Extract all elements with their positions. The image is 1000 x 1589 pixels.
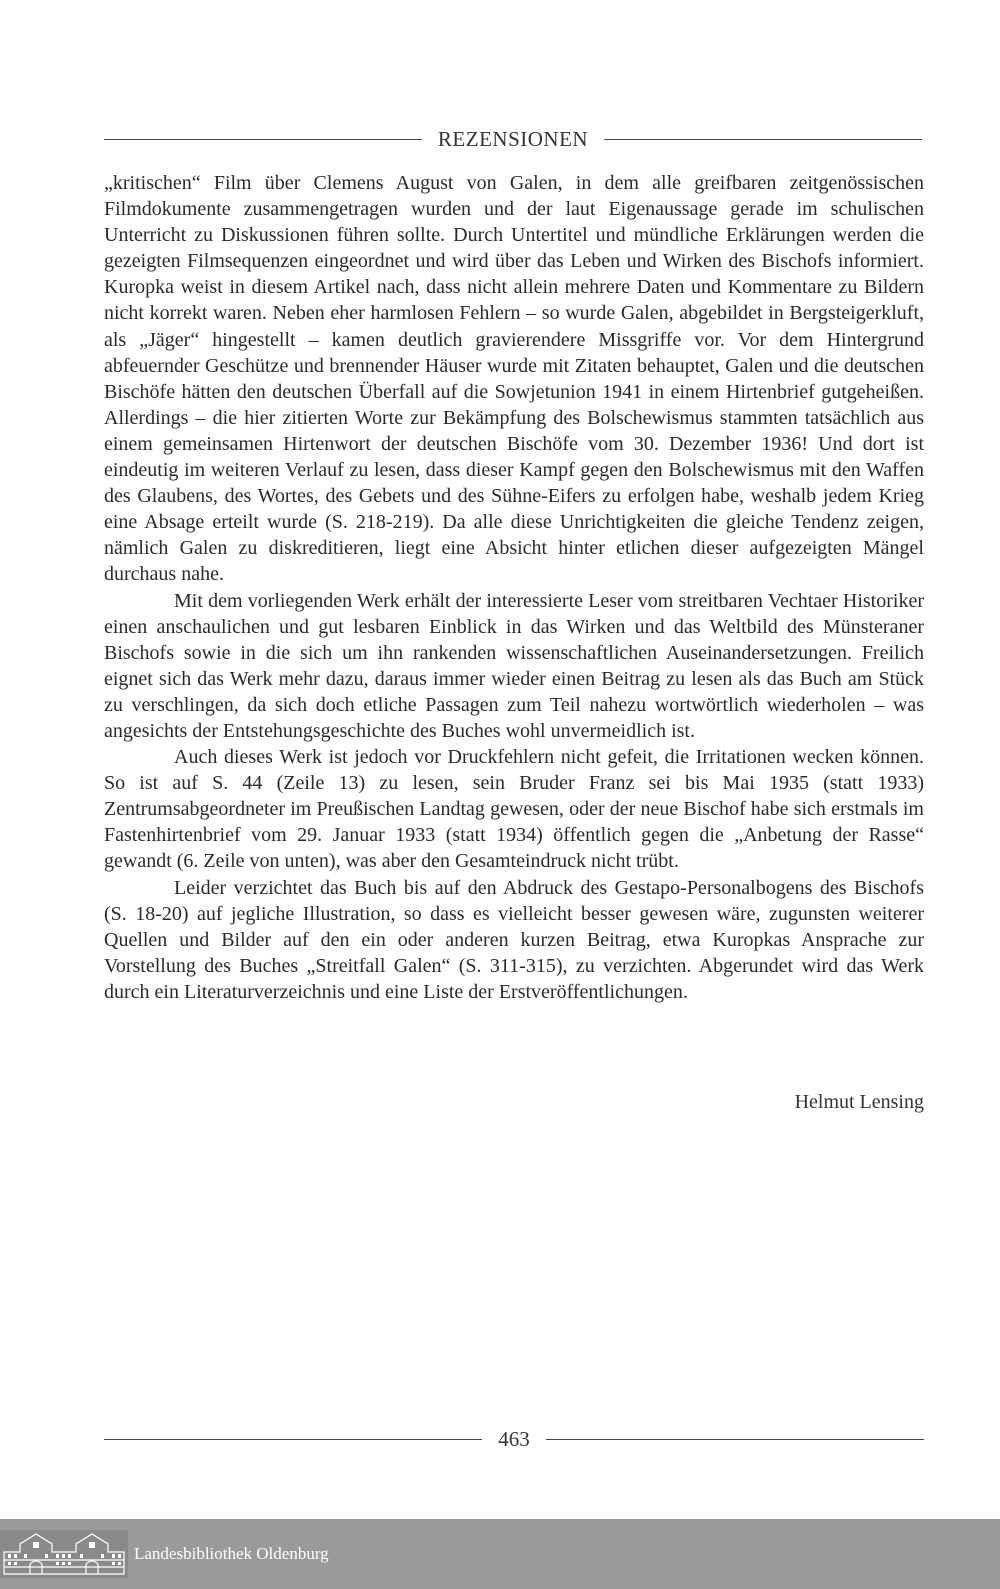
paragraph-4: Leider verzichtet das Buch bis auf den Abdruck des Gestapo-Personalbogens des Bischofs (S. 18-20) auf jegliche Illustration, so dass es vielleicht besser gewesen wäre, zugunsten weiterer Quellen und Bilder auf den ein oder anderen kurzen Beitrag, etwa Kuropkas Ansprache zur Vorstellung des Buches „Streitfall Galen“ (S. 311-315), zu verzichten. Abgerundet wird das Werk durch ein Literaturverzeichnis und eine Liste der Erstveröffentlichungen. [104, 876, 924, 1003]
library-banner [0, 1519, 1000, 1589]
page-number: 463 [498, 1426, 530, 1451]
page-footer [104, 1424, 924, 1454]
paragraph-1: „kritischen“ Film über Clemens August von Galen, in dem alle greifbaren zeitgenössischen Filmdokumente zusammengetragen wurden und der laut Eigenaussage gerade im schulischen Unterricht zu Diskussionen führen sollte. Durch Untertitel und mündliche Erklärungen werden die gezeigten Filmsequenzen eingeordnet und wird über das Leben und Wirken des Bischofs informiert. Kuropka weist in diesem Artikel nach, dass nicht allein mehrere Daten und Kommentare zu Bildern nicht korrekt waren. Neben eher harmlosen Fehlern – so wurde Galen, abgebildet in Bergsteigerkluft, als „Jäger“ hingestellt – kamen deutlich gravierendere Missgriffe vor. Vor dem Hintergrund abfeuernder Geschütze und brennender Häuser wurde mit Zitaten behauptet, Galen und die deutschen Bischöfe hätten den deutschen Überfall auf die Sowjetunion 1941 in einem Hirtenbrief gutgeheißen. Allerdings – die hier zitierten Worte zur Bekämpfung des Bolschewismus stammten tatsächlich aus einem gemeinsamen Hirtenwort der deutschen Bischöfe vom 30. Dezember 1936! Und dort ist eindeutig im weiteren Verlauf zu lesen, dass dieser Kampf gegen den Bolschewismus mit den Waffen des Glaubens, des Wortes, des Gebets und des Sühne-Eifers zu erfolgen habe, weshalb jedem Krieg eine Absage erteilt wurde (S. 218-219). Da alle diese Unrichtigkeiten die gleiche Tendenz zeigen, nämlich Galen zu diskreditieren, liegt eine Absicht hinter etlichen dieser aufgezeigten Mängel durchaus nahe. [104, 172, 924, 586]
footer-rule-right [546, 1439, 924, 1440]
running-header [104, 124, 922, 154]
library-building-icon [0, 1530, 128, 1578]
header-rule-left [104, 139, 422, 140]
library-name: Landesbibliothek Oldenburg [134, 1544, 329, 1563]
header-rule-right [604, 139, 922, 140]
author-signature: Helmut Lensing [794, 1091, 924, 1113]
paragraph-3: Auch dieses Werk ist jedoch vor Druckfehlern nicht gefeit, die Irritationen wecken können. So ist auf S. 44 (Zeile 13) zu lesen, sein Bruder Franz sei bis Mai 1935 (statt 1933) Zentrumsabgeordneter im Preußischen Landtag gewesen, oder der neue Bischof habe sich erstmals im Fastenhirtenbrief vom 29. Januar 1933 (statt 1934) öffentlich gegen die „Anbetung der Rasse“ gewandt (6. Zeile von unten), was aber den Gesamteindruck nicht trübt. [104, 746, 924, 873]
header-title: REZENSIONEN [437, 126, 589, 151]
paragraph-2: Mit dem vorliegenden Werk erhält der interessierte Leser vom streitbaren Vechtaer Historiker einen anschaulichen und gut lesbaren Einblick in das Wirken und das Weltbild des Münsteraner Bischofs sowie in die sich um ihn rankenden wissenschaftlichen Auseinandersetzungen. Freilich eignet sich das Werk mehr dazu, daraus immer wieder einen Beitrag zu lesen als das Buch am Stück zu verschlingen, da sich doch etliche Passagen zum Teil nahezu wortwörtlich wiederholen – was angesichts der Entstehungsgeschichte des Buches wohl unvermeidlich ist. [104, 589, 924, 742]
footer-rule-left [104, 1439, 482, 1440]
review-body [104, 170, 924, 1005]
